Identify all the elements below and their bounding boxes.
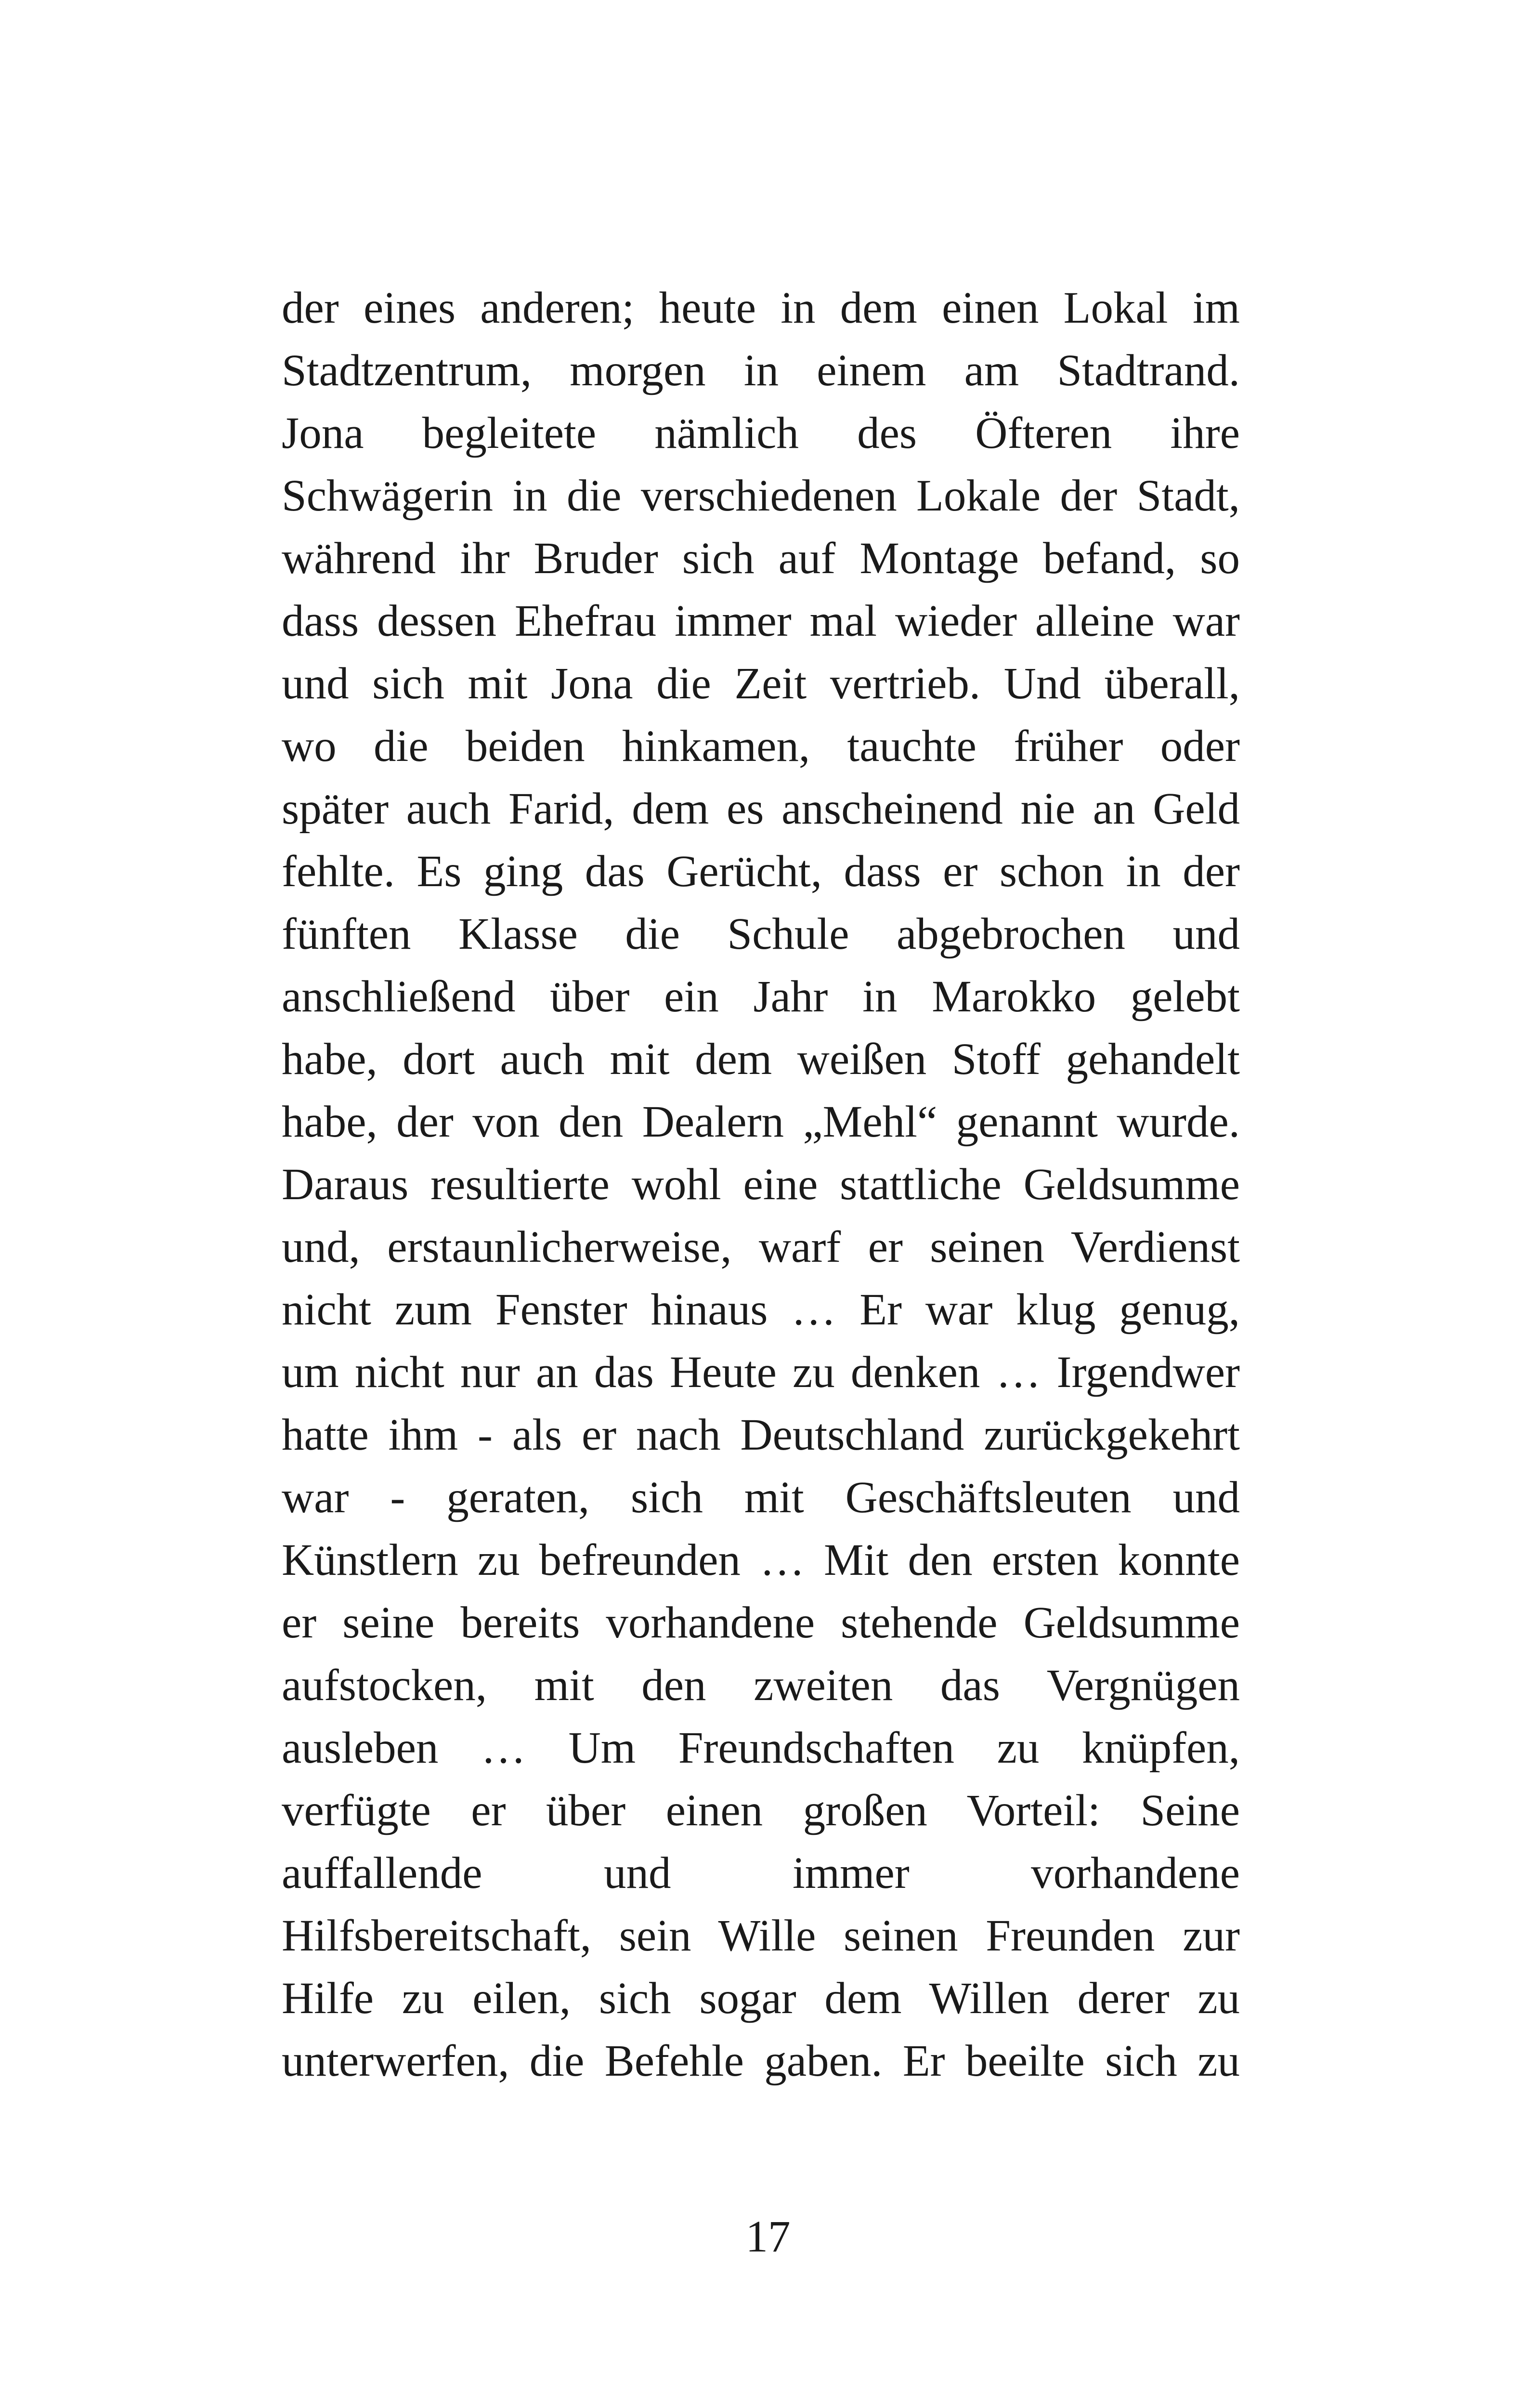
text-line: und, erstaunlicherweise, warf er seinen Verdienst <box>282 1222 1240 1272</box>
text-line: Künstlern zu befreunden … Mit den ersten konnte <box>282 1535 1240 1585</box>
text-line: fünften Klasse die Schule abgebrochen und <box>282 909 1240 959</box>
text-line: Stadtzentrum, morgen in einem am Stadtrand. <box>282 346 1240 395</box>
text-line: Daraus resultierte wohl eine stattliche Geldsumme <box>282 1160 1240 1209</box>
text-line: aufstocken, mit den zweiten das Vergnügen <box>282 1661 1240 1710</box>
text-line: Jona begleitete nämlich des Öfteren ihre <box>282 408 1240 458</box>
text-line: Hilfsbereitschaft, sein Wille seinen Freunden zur <box>282 1911 1240 1961</box>
text-line: fehlte. Es ging das Gerücht, dass er schon in der <box>282 847 1240 896</box>
text-line: verfügte er über einen großen Vorteil: Seine <box>282 1786 1240 1835</box>
text-line: er seine bereits vorhandene stehende Geldsumme <box>282 1598 1240 1648</box>
text-line: ausleben … Um Freundschaften zu knüpfen, <box>282 1723 1240 1773</box>
text-line: unterwerfen, die Befehle gaben. Er beeilte sich zu <box>282 2036 1240 2086</box>
text-line: und sich mit Jona die Zeit vertrieb. Und überall, <box>282 659 1240 708</box>
text-line: nicht zum Fenster hinaus … Er war klug genug, <box>282 1285 1240 1335</box>
text-line: der eines anderen; heute in dem einen Lokal im <box>282 283 1240 333</box>
text-line: auffallende und immer vorhandene <box>282 1848 1240 1898</box>
text-line: um nicht nur an das Heute zu denken … Irgendwer <box>282 1348 1240 1397</box>
body-text <box>282 277 1240 2093</box>
text-line: war - geraten, sich mit Geschäftsleuten und <box>282 1473 1240 1522</box>
text-line: wo die beiden hinkamen, tauchte früher oder <box>282 721 1240 771</box>
text-line: habe, dort auch mit dem weißen Stoff gehandelt <box>282 1034 1240 1084</box>
text-line: Hilfe zu eilen, sich sogar dem Willen derer zu <box>282 1974 1240 2023</box>
text-line: hatte ihm - als er nach Deutschland zurückgekehrt <box>282 1410 1240 1460</box>
page-number: 17 <box>745 2212 791 2262</box>
text-line: habe, der von den Dealern „Mehl“ genannt wurde. <box>282 1097 1240 1147</box>
text-line: anschließend über ein Jahr in Marokko gelebt <box>282 972 1240 1021</box>
text-line: während ihr Bruder sich auf Montage befand, so <box>282 534 1240 583</box>
text-line: Schwägerin in die verschiedenen Lokale der Stadt, <box>282 471 1240 521</box>
text-line: dass dessen Ehefrau immer mal wieder alleine war <box>282 596 1240 646</box>
text-line: später auch Farid, dem es anscheinend nie an Geld <box>282 784 1240 834</box>
